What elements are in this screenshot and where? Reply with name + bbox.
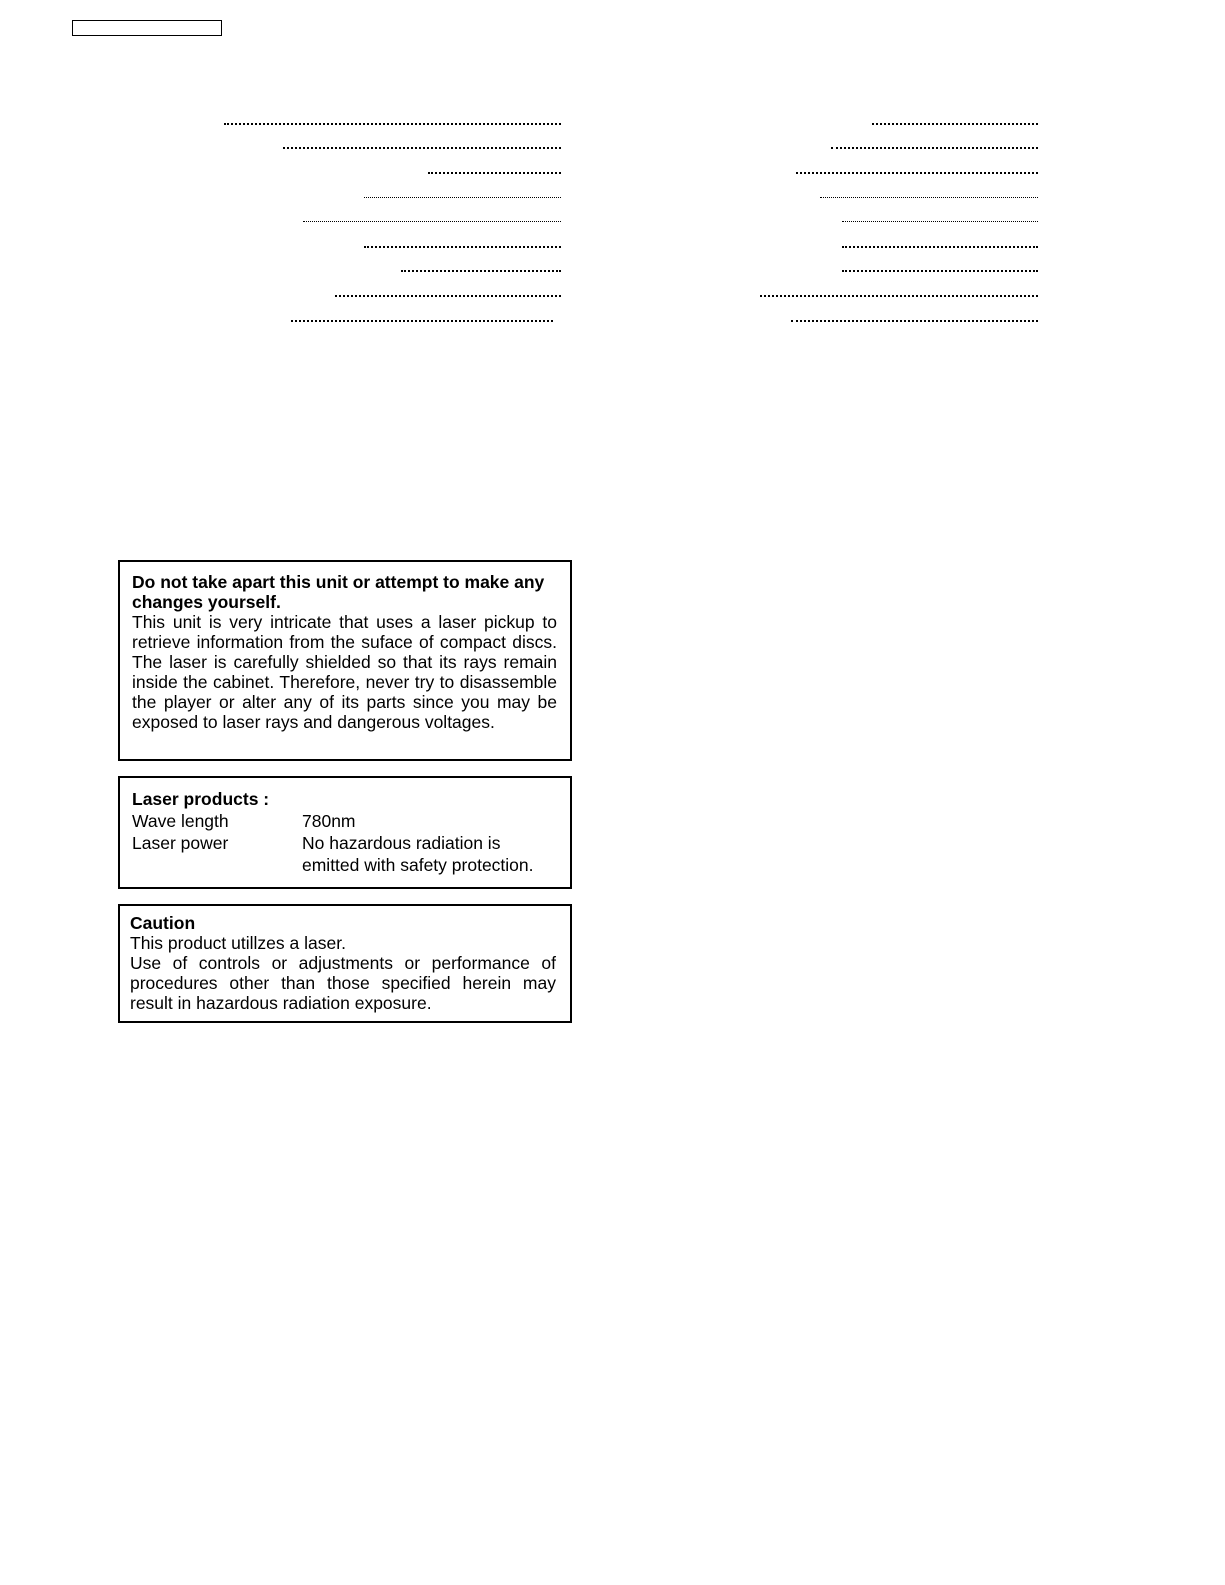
toc-leader bbox=[831, 147, 1038, 149]
laser-products-box bbox=[118, 776, 572, 889]
spec-label: Laser power bbox=[132, 833, 229, 853]
toc-leader bbox=[364, 197, 561, 198]
laser-products-heading: Laser products : bbox=[132, 789, 270, 809]
spec-label: Wave length bbox=[132, 811, 229, 831]
toc-leader bbox=[872, 123, 1038, 125]
toc-leader bbox=[335, 295, 561, 297]
toc-leader bbox=[796, 172, 1038, 174]
toc-leader bbox=[303, 221, 561, 222]
toc-leader bbox=[842, 221, 1038, 222]
spec-row-laser-power bbox=[132, 832, 557, 876]
toc-leader bbox=[842, 246, 1038, 248]
caution-heading: Caution bbox=[130, 913, 196, 933]
spec-value: 780nm bbox=[302, 811, 356, 831]
header-label-box bbox=[72, 20, 222, 36]
toc-leader bbox=[428, 172, 561, 174]
toc-leader bbox=[760, 295, 1038, 297]
toc-leader bbox=[283, 147, 561, 149]
laser-warning-box bbox=[118, 560, 572, 761]
toc-leader bbox=[401, 270, 561, 272]
laser-warning-body: This unit is very intricate that uses a laser pickup to retrieve information from the suface of compact discs. The laser is carefully shielded so that its rays remain inside the cabinet. Therefore, never try to disassemble the player or alter any of its parts since you may be exposed to laser rays and dangerous voltages. bbox=[132, 612, 557, 732]
spec-row-wave-length bbox=[132, 810, 557, 832]
toc-leader bbox=[820, 197, 1038, 198]
laser-warning-heading: Do not take apart this unit or attempt to make any changes yourself. bbox=[132, 572, 545, 612]
toc-leader bbox=[842, 270, 1038, 272]
caution-line: This product utillzes a laser. bbox=[130, 933, 346, 953]
caution-box bbox=[118, 904, 572, 1023]
spec-value: No hazardous radiation is emitted with safety protection. bbox=[302, 833, 534, 875]
toc-leader bbox=[291, 320, 553, 322]
caution-body: Use of controls or adjustments or performance of procedures other than those specified herein may result in hazardous radiation exposure. bbox=[130, 953, 556, 1013]
toc-leader bbox=[224, 123, 561, 125]
toc-leader bbox=[791, 320, 1038, 322]
toc-leader bbox=[364, 246, 561, 248]
